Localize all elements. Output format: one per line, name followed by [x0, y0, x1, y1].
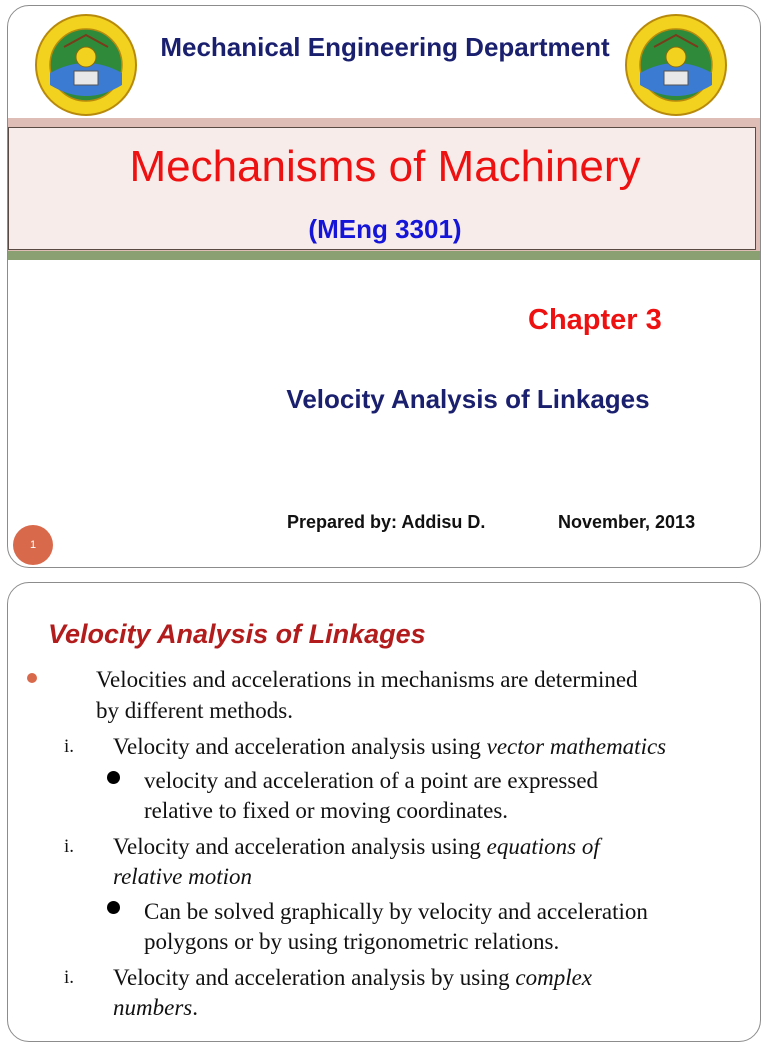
list-item-text: Velocity and acceleration analysis using — [113, 834, 487, 859]
bullet-text: Velocities and accelerations in mechanisms are determined — [96, 667, 638, 692]
bullet-text: by different methods. — [96, 698, 293, 723]
list-marker: i. — [64, 967, 75, 988]
university-seal-icon — [624, 13, 728, 117]
content-slide — [7, 582, 761, 1042]
sub-bullet-icon — [107, 771, 120, 784]
list-item — [113, 962, 592, 993]
list-marker: i. — [64, 836, 75, 857]
title-band-underline — [8, 251, 761, 260]
list-item-text: Velocity and acceleration analysis by using — [113, 965, 516, 990]
list-item-emphasis: numbers — [113, 995, 193, 1020]
list-item-punctuation: . — [192, 995, 198, 1020]
chapter-subtitle: Velocity Analysis of Linkages — [286, 384, 650, 414]
sub-bullet-text: polygons or by using trigonometric relations. — [144, 929, 560, 954]
list-item-continuation — [113, 861, 252, 892]
list-item-emphasis: relative motion — [113, 864, 253, 889]
university-seal-icon — [34, 13, 138, 117]
list-item-text: Velocity and acceleration analysis using — [113, 734, 487, 759]
chapter-label: Chapter 3 — [528, 304, 662, 336]
page-number-badge: 1 — [13, 525, 53, 565]
sub-bullet-text: Can be solved graphically by velocity and acceleration — [144, 899, 648, 924]
list-item-emphasis: vector mathematics — [486, 734, 667, 759]
list-marker: i. — [64, 736, 75, 757]
sub-bullet-text: relative to fixed or moving coordinates. — [144, 798, 509, 823]
list-item — [113, 731, 666, 762]
sub-bullet-icon — [107, 901, 120, 914]
title-slide — [7, 5, 761, 568]
course-code: (MEng 3301) — [308, 214, 462, 244]
course-title: Mechanisms of Machinery — [129, 142, 641, 191]
list-item — [113, 831, 600, 862]
author-line: Prepared by: Addisu D. — [287, 512, 486, 532]
list-item-continuation — [113, 992, 198, 1023]
date-line: November, 2013 — [558, 512, 696, 532]
list-item-emphasis: complex — [515, 965, 593, 990]
slide-title: Velocity Analysis of Linkages — [48, 619, 426, 649]
department-name: Mechanical Engineering Department — [160, 32, 610, 62]
bullet-dot-icon — [27, 673, 37, 683]
list-item-emphasis: equations of — [486, 834, 600, 859]
sub-bullet-text: velocity and acceleration of a point are expressed — [144, 768, 599, 793]
